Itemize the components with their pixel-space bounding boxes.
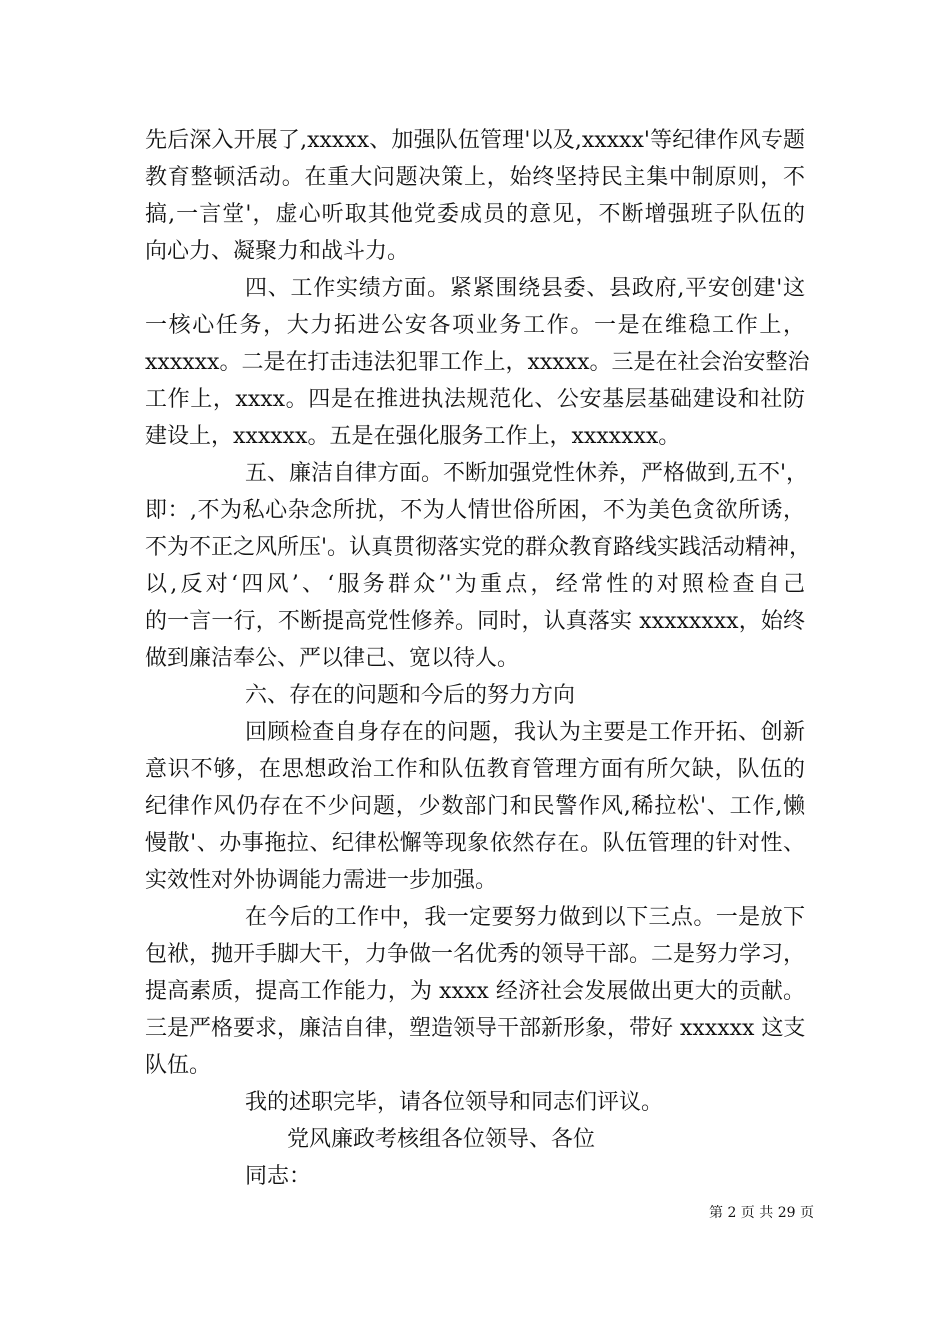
body-text-line: 纪律作风仍存在不少问题，少数部门和民警作风,稀拉松'、工作,懒 [145, 794, 805, 819]
body-text-line: 一核心任务，大力拓进公安各项业务工作。一是在维稳工作上， [145, 313, 805, 338]
body-text-line: 慢散'、办事拖拉、纪律松懈等现象依然存在。队伍管理的针对性、 [145, 831, 805, 856]
body-text-line: 在今后的工作中，我一定要努力做到以下三点。一是放下 [245, 905, 805, 930]
body-text-line: 实效性对外协调能力需进一步加强。 [145, 868, 498, 893]
body-text-line: 不为不正之风所压'。认真贯彻落实党的群众教育路线实践活动精神， [145, 535, 812, 560]
body-text-line: 做到廉洁奉公、严以律己、宽以待人。 [145, 646, 520, 671]
section-heading-line: 五、廉洁自律方面。不断加强党性休养，严格做到,五不'， [245, 461, 809, 486]
body-text-line: 工作上，xxxx。四是在推进执法规范化、公安基层基础建设和社防 [145, 387, 805, 412]
closing-line: 我的述职完毕，请各位领导和同志们评议。 [245, 1090, 664, 1115]
body-text-line: 包袱，抛开手脚大干，力争做一名优秀的领导干部。二是努力学习， [145, 942, 806, 967]
body-text-line: 教育整顿活动。在重大问题决策上，始终坚持民主集中制原则，不 [145, 165, 805, 190]
salutation-line: 同志： [245, 1164, 312, 1189]
body-text-line: 回顾检查自身存在的问题，我认为主要是工作开拓、创新 [245, 720, 805, 745]
body-text-line: 的一言一行，不断提高党性修养。同时，认真落实 xxxxxxxx，始终 [145, 609, 805, 634]
body-text-line: 即：,不为私心杂念所扰，不为人情世俗所困，不为美色贪欲所诱， [145, 498, 805, 523]
body-text-line: 提高素质，提高工作能力，为 xxxx 经济社会发展做出更大的贡献。 [145, 979, 805, 1004]
body-text-line: 意识不够，在思想政治工作和队伍教育管理方面有所欠缺，队伍的 [145, 757, 805, 782]
section-heading: 六、存在的问题和今后的努力方向 [245, 683, 576, 708]
body-text-line: 向心力、凝聚力和战斗力。 [145, 239, 410, 264]
body-text-line: 队伍。 [145, 1053, 212, 1078]
salutation-line: 党风廉政考核组各位领导、各位 [287, 1127, 596, 1152]
body-text-line: 先后深入开展了,xxxxx、加强队伍管理'以及,xxxxx'等纪律作风专题 [145, 128, 805, 153]
body-text-line: 建设上，xxxxxx。五是在强化服务工作上，xxxxxxx。 [145, 424, 681, 449]
body-text-line: 以,反对‘四风’、‘服务群众’'为重点，经常性的对照检查自己 [145, 572, 805, 597]
body-text-line: 三是严格要求，廉洁自律，塑造领导干部新形象，带好 xxxxxx 这支 [145, 1016, 806, 1041]
body-text-line: 搞,一言堂'，虚心听取其他党委成员的意见，不断增强班子队伍的 [145, 202, 805, 227]
page-number: 第 2 页 共 29 页 [709, 1205, 814, 1221]
body-text-line: xxxxxx。二是在打击违法犯罪工作上，xxxxx。三是在社会治安整治 [145, 350, 810, 375]
section-heading-line: 四、工作实绩方面。紧紧围绕县委、县政府,平安创建'这 [245, 276, 805, 301]
